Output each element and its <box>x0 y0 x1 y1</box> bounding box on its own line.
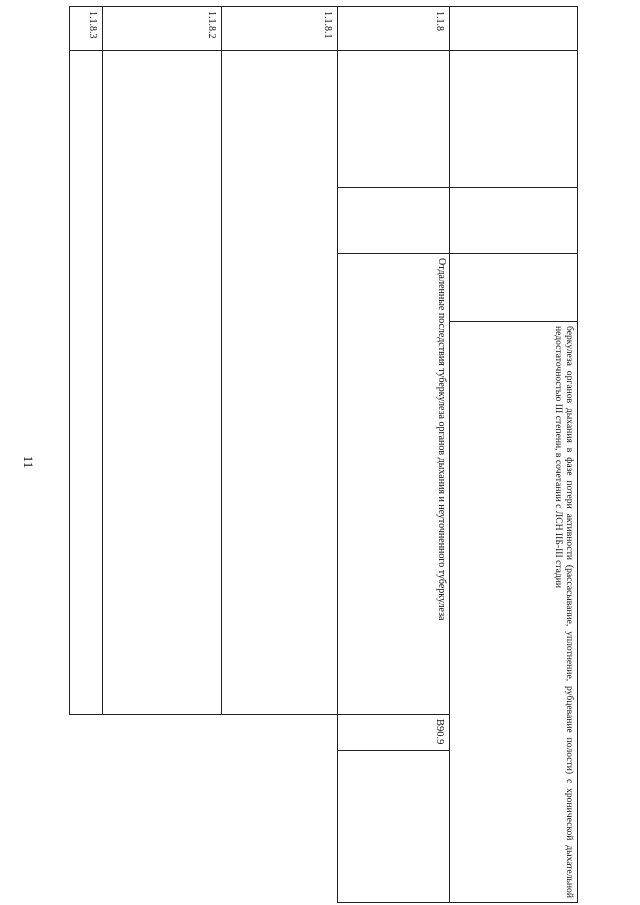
table-cell-description: беркулеза органов дыхания в фазе потери активности (рассасывание, уплотнение, рубцевание полости) с хронической дыхательной недостаточностью III степени, в сочетании с ЛСН IIБ-III стадии <box>449 322 577 903</box>
table-cell-mkb: B90.9 <box>337 715 449 751</box>
table-cell-empty <box>221 51 337 715</box>
table-cell-empty <box>449 188 577 254</box>
rotated-table-frame <box>70 6 578 902</box>
table-cell-empty <box>337 51 449 188</box>
table-cell-code: 1.1.8.3 <box>69 7 102 51</box>
table-cell-empty <box>69 51 102 715</box>
table-cell-code: 1.1.8 <box>337 7 449 51</box>
table-cell-empty <box>337 188 449 254</box>
table-cell-code <box>449 7 577 51</box>
table-cell-name <box>449 51 577 188</box>
table-cell-empty <box>337 751 449 903</box>
table-cell-mkb <box>449 254 577 322</box>
table-cell-empty <box>102 51 221 715</box>
disability-criteria-table <box>69 6 578 903</box>
table-cell-name: Отдаленные последствия туберкулеза органов дыхания и неуточненного туберкулеза <box>337 254 449 715</box>
table-cell-code: 1.1.8.1 <box>221 7 337 51</box>
page-number: 11 <box>21 455 36 469</box>
table-cell-code: 1.1.8.2 <box>102 7 221 51</box>
